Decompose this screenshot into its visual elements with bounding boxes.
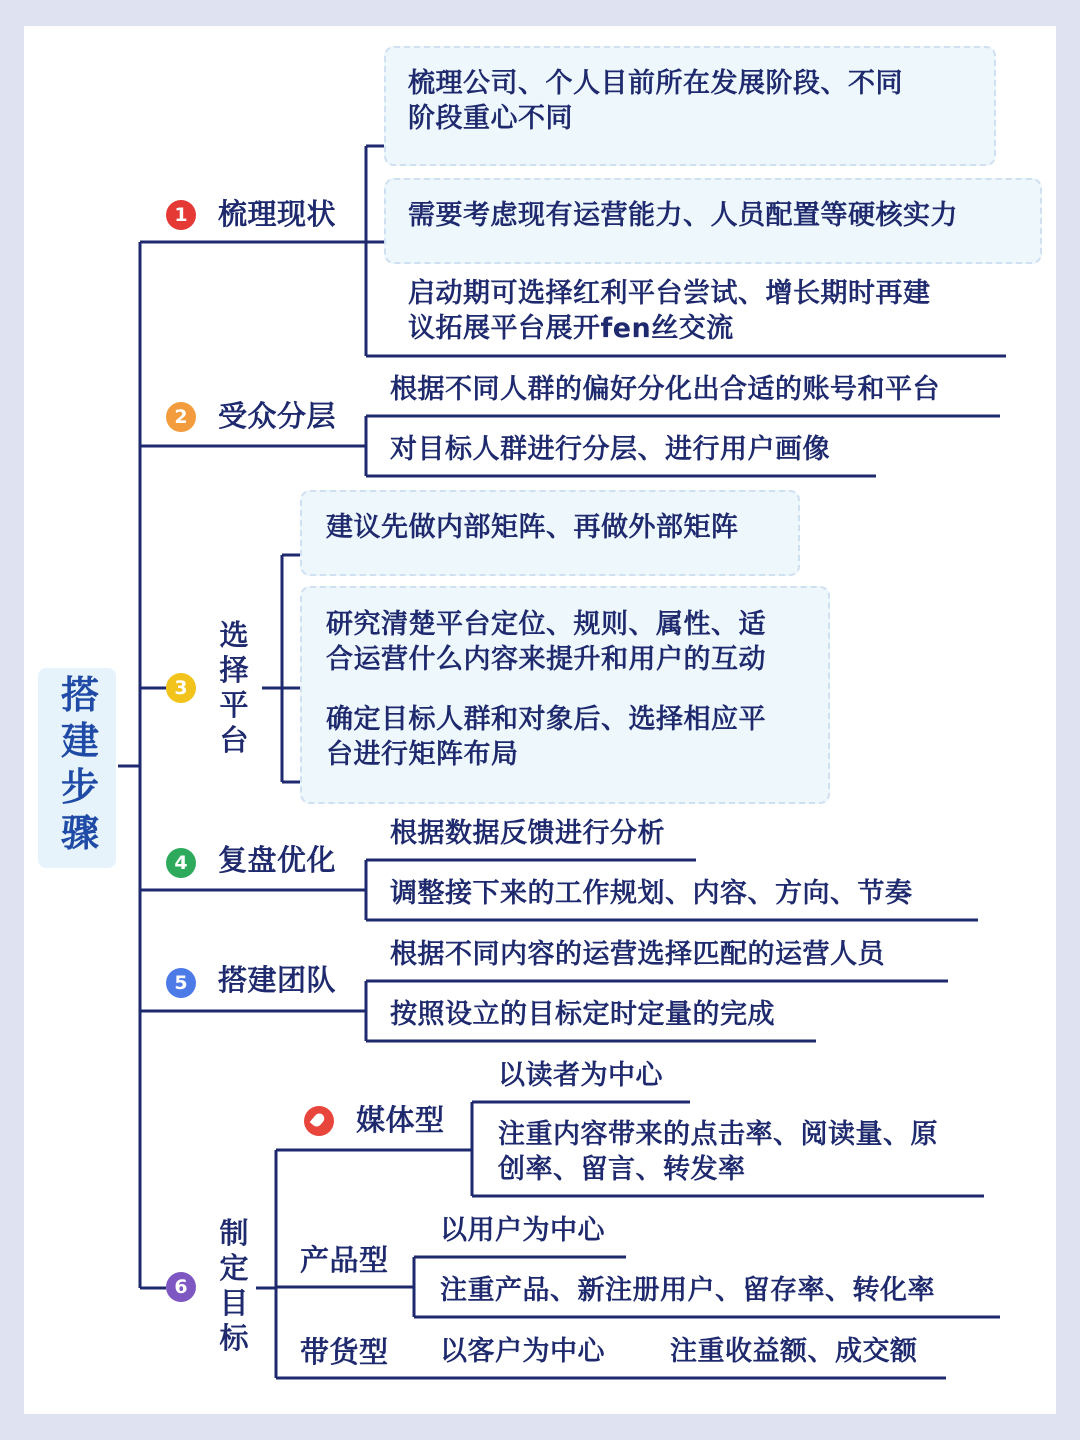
item-text: 启动期可选择红利平台尝试、增长期时再建	[408, 278, 931, 309]
root-title: 搭建步骤	[60, 673, 99, 855]
item-text: 注重收益额、成交额	[670, 1336, 918, 1367]
goal-type: 带货型	[300, 1335, 389, 1369]
goal-type: 媒体型	[356, 1103, 445, 1137]
item-text: 研究清楚平台定位、规则、属性、适	[326, 609, 766, 640]
item-text: 以读者为中心	[498, 1060, 663, 1091]
item-text: 建议先做内部矩阵、再做外部矩阵	[326, 512, 739, 543]
pin-icon	[304, 1106, 334, 1136]
item-text: 台进行矩阵布局	[326, 739, 519, 770]
item-text: 创率、留言、转发率	[498, 1154, 746, 1185]
step-6-badge: 6	[166, 1272, 196, 1302]
goal-type: 产品型	[300, 1243, 389, 1277]
section-title: 搭建团队	[218, 963, 337, 997]
section-title-vertical: 选择平台	[219, 618, 249, 757]
item-text: 注重产品、新注册用户、留存率、转化率	[440, 1275, 935, 1306]
item-text: 调整接下来的工作规划、内容、方向、节奏	[390, 878, 913, 909]
item-text: 按照设立的目标定时定量的完成	[390, 999, 775, 1030]
section-title-vertical: 制定目标	[219, 1216, 249, 1355]
item-text: 注重内容带来的点击率、阅读量、原	[498, 1119, 938, 1150]
step-5-badge: 5	[166, 968, 196, 998]
section-title: 梳理现状	[218, 197, 337, 231]
item-text: 以用户为中心	[440, 1215, 605, 1246]
item-text: 需要考虑现有运营能力、人员配置等硬核实力	[408, 200, 958, 231]
item-text: 根据不同人群的偏好分化出合适的账号和平台	[390, 374, 940, 405]
item-text: 议拓展平台展开fen丝交流	[408, 313, 734, 344]
item-text: 梳理公司、个人目前所在发展阶段、不同	[408, 68, 903, 99]
item-text: 合运营什么内容来提升和用户的互动	[326, 644, 766, 675]
section-title: 受众分层	[218, 399, 337, 433]
step-4-badge: 4	[166, 848, 196, 878]
item-text: 对目标人群进行分层、进行用户画像	[390, 434, 830, 465]
item-text: 以客户为中心	[440, 1336, 605, 1367]
step-1-badge: 1	[166, 200, 196, 230]
section-title: 复盘优化	[218, 843, 337, 877]
step-3-badge: 3	[166, 673, 196, 703]
item-text: 根据数据反馈进行分析	[390, 818, 665, 849]
item-text: 确定目标人群和对象后、选择相应平	[326, 704, 766, 735]
item-text: 阶段重心不同	[408, 103, 573, 134]
step-2-badge: 2	[166, 402, 196, 432]
item-text: 根据不同内容的运营选择匹配的运营人员	[390, 939, 885, 970]
